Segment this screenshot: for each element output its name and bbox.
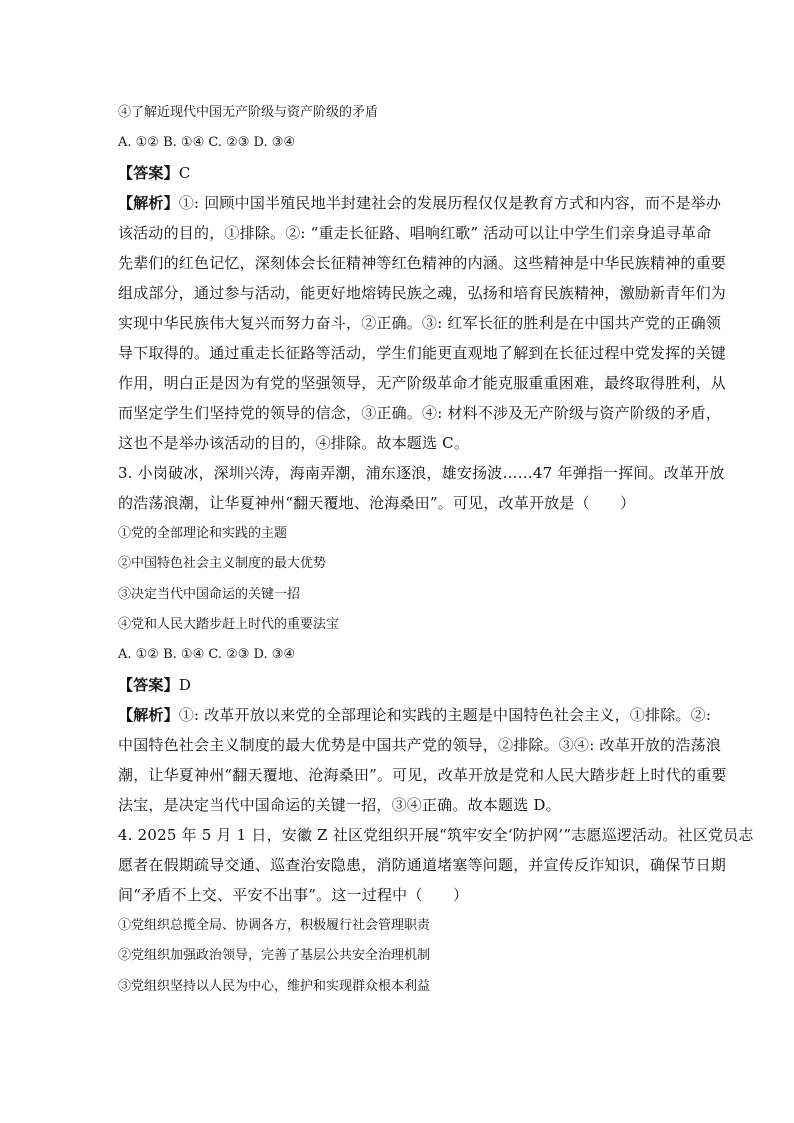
q4-option-2: ②党组织加强政治领导，完善了基层公共安全治理机制 — [118, 948, 431, 963]
q2-analysis-line — [118, 196, 721, 211]
q2-analysis-line: 这也不是举办该活动的目的，④排除。故本题选 C。 — [118, 434, 470, 452]
q4-option-1: ①党组织总揽全局、协调各方，积极履行社会管理职责 — [118, 918, 431, 933]
q4-stem-line: 愿者在假期疏导交通、巡查治安隐患，消防通道堵塞等问题，并宣传反诈知识，确保节日期 — [118, 856, 727, 874]
q3-analysis-line: 中国特色社会主义制度的最大优势是中国共产党的领导，②排除。③④: 改革开放的浩荡浪 — [118, 736, 722, 754]
answer-label: 【答案】 — [118, 676, 179, 694]
q3-analysis-line — [118, 708, 711, 723]
answer-value: D — [178, 676, 192, 694]
q2-analysis-line: 实现中华民族伟大复兴而努力奋斗，②正确。③: 红军长征的胜利是在中国共产党的正确领 — [118, 314, 722, 332]
q2-choices: A. ①② B. ①④ C. ②③ D. ③④ — [118, 135, 296, 150]
q3-choices: A. ①② B. ①④ C. ②③ D. ③④ — [118, 647, 296, 662]
q3-option-1: ①党的全部理论和实践的主题 — [118, 526, 288, 541]
analysis-text: ①: 改革开放以来党的全部理论和实践的主题是中国特色社会主义，①排除。②: — [178, 706, 712, 724]
q3-option-2: ②中国特色社会主义制度的最大优势 — [118, 556, 327, 571]
analysis-label: 【解析】 — [118, 706, 179, 724]
analysis-label: 【解析】 — [118, 194, 179, 212]
q2-analysis-line: 该活动的目的，①排除。②: “重走长征路、唱响红歌” 活动可以让中学生们亲身追寻革命 — [118, 224, 712, 242]
q3-analysis-line: 潮，让华夏神州“翻天覆地、沧海桑田”。可见，改革开放是党和人民大踏步赶上时代的重要 — [118, 766, 727, 784]
q3-analysis-line: 法宝，是决定当代中国命运的关键一招，③④正确。故本题选 D。 — [118, 796, 561, 814]
answer-label: 【答案】 — [118, 164, 179, 182]
q3-option-3: ③决定当代中国命运的关键一招 — [118, 587, 301, 602]
q3-option-4: ④党和人民大踏步赶上时代的重要法宝 — [118, 617, 340, 632]
q3-answer — [118, 678, 191, 693]
q2-analysis-line: 组成部分，通过参与活动，能更好地熔铸民族之魂，弘扬和培育民族精神，激励新青年们为 — [118, 284, 727, 302]
q4-stem-line: 4. 2025 年 5 月 1 日，安徽 Z 社区党组织开展“筑牢安全‘防护网’”志愿巡逻活动。社区党员志 — [118, 826, 754, 844]
q2-option-4: ④了解近现代中国无产阶级与资产阶级的矛盾 — [118, 105, 379, 120]
q3-stem-line: 3. 小岗破冰，深圳兴涛，海南弄潮，浦东逐浪，雄安扬波……47 年弹指一挥间。改革开放 — [118, 464, 725, 482]
answer-value: C — [178, 164, 191, 182]
q2-analysis-line: 而坚定学生们坚持党的领导的信念，③正确。④: 材料不涉及无产阶级与资产阶级的矛盾， — [118, 404, 722, 422]
analysis-text: ①: 回顾中国半殖民地半封建社会的发展历程仅仅是教育方式和内容，而不是举办 — [178, 194, 722, 212]
q2-analysis-line: 作用，明白正是因为有党的坚强领导，无产阶级革命才能克服重重困难，最终取得胜利，从 — [118, 374, 727, 392]
q4-option-3: ③党组织坚持以人民为中心，维护和实现群众根本利益 — [118, 979, 431, 994]
q2-analysis-line: 导下取得的。通过重走长征路等活动，学生们能更直观地了解到在长征过程中党发挥的关键 — [118, 344, 727, 362]
q4-stem-line: 间“矛盾不上交、平安不出事”。这一过程中（ ） — [118, 886, 469, 904]
q2-answer — [118, 166, 191, 181]
q2-analysis-line: 先辈们的红色记忆，深刻体会长征精神等红色精神的内涵。这些精神是中华民族精神的重要 — [118, 254, 727, 272]
q3-stem-line: 的浩荡浪潮，让华夏神州“翻天覆地、沧海桑田”。可见，改革开放是（ ） — [118, 494, 636, 512]
